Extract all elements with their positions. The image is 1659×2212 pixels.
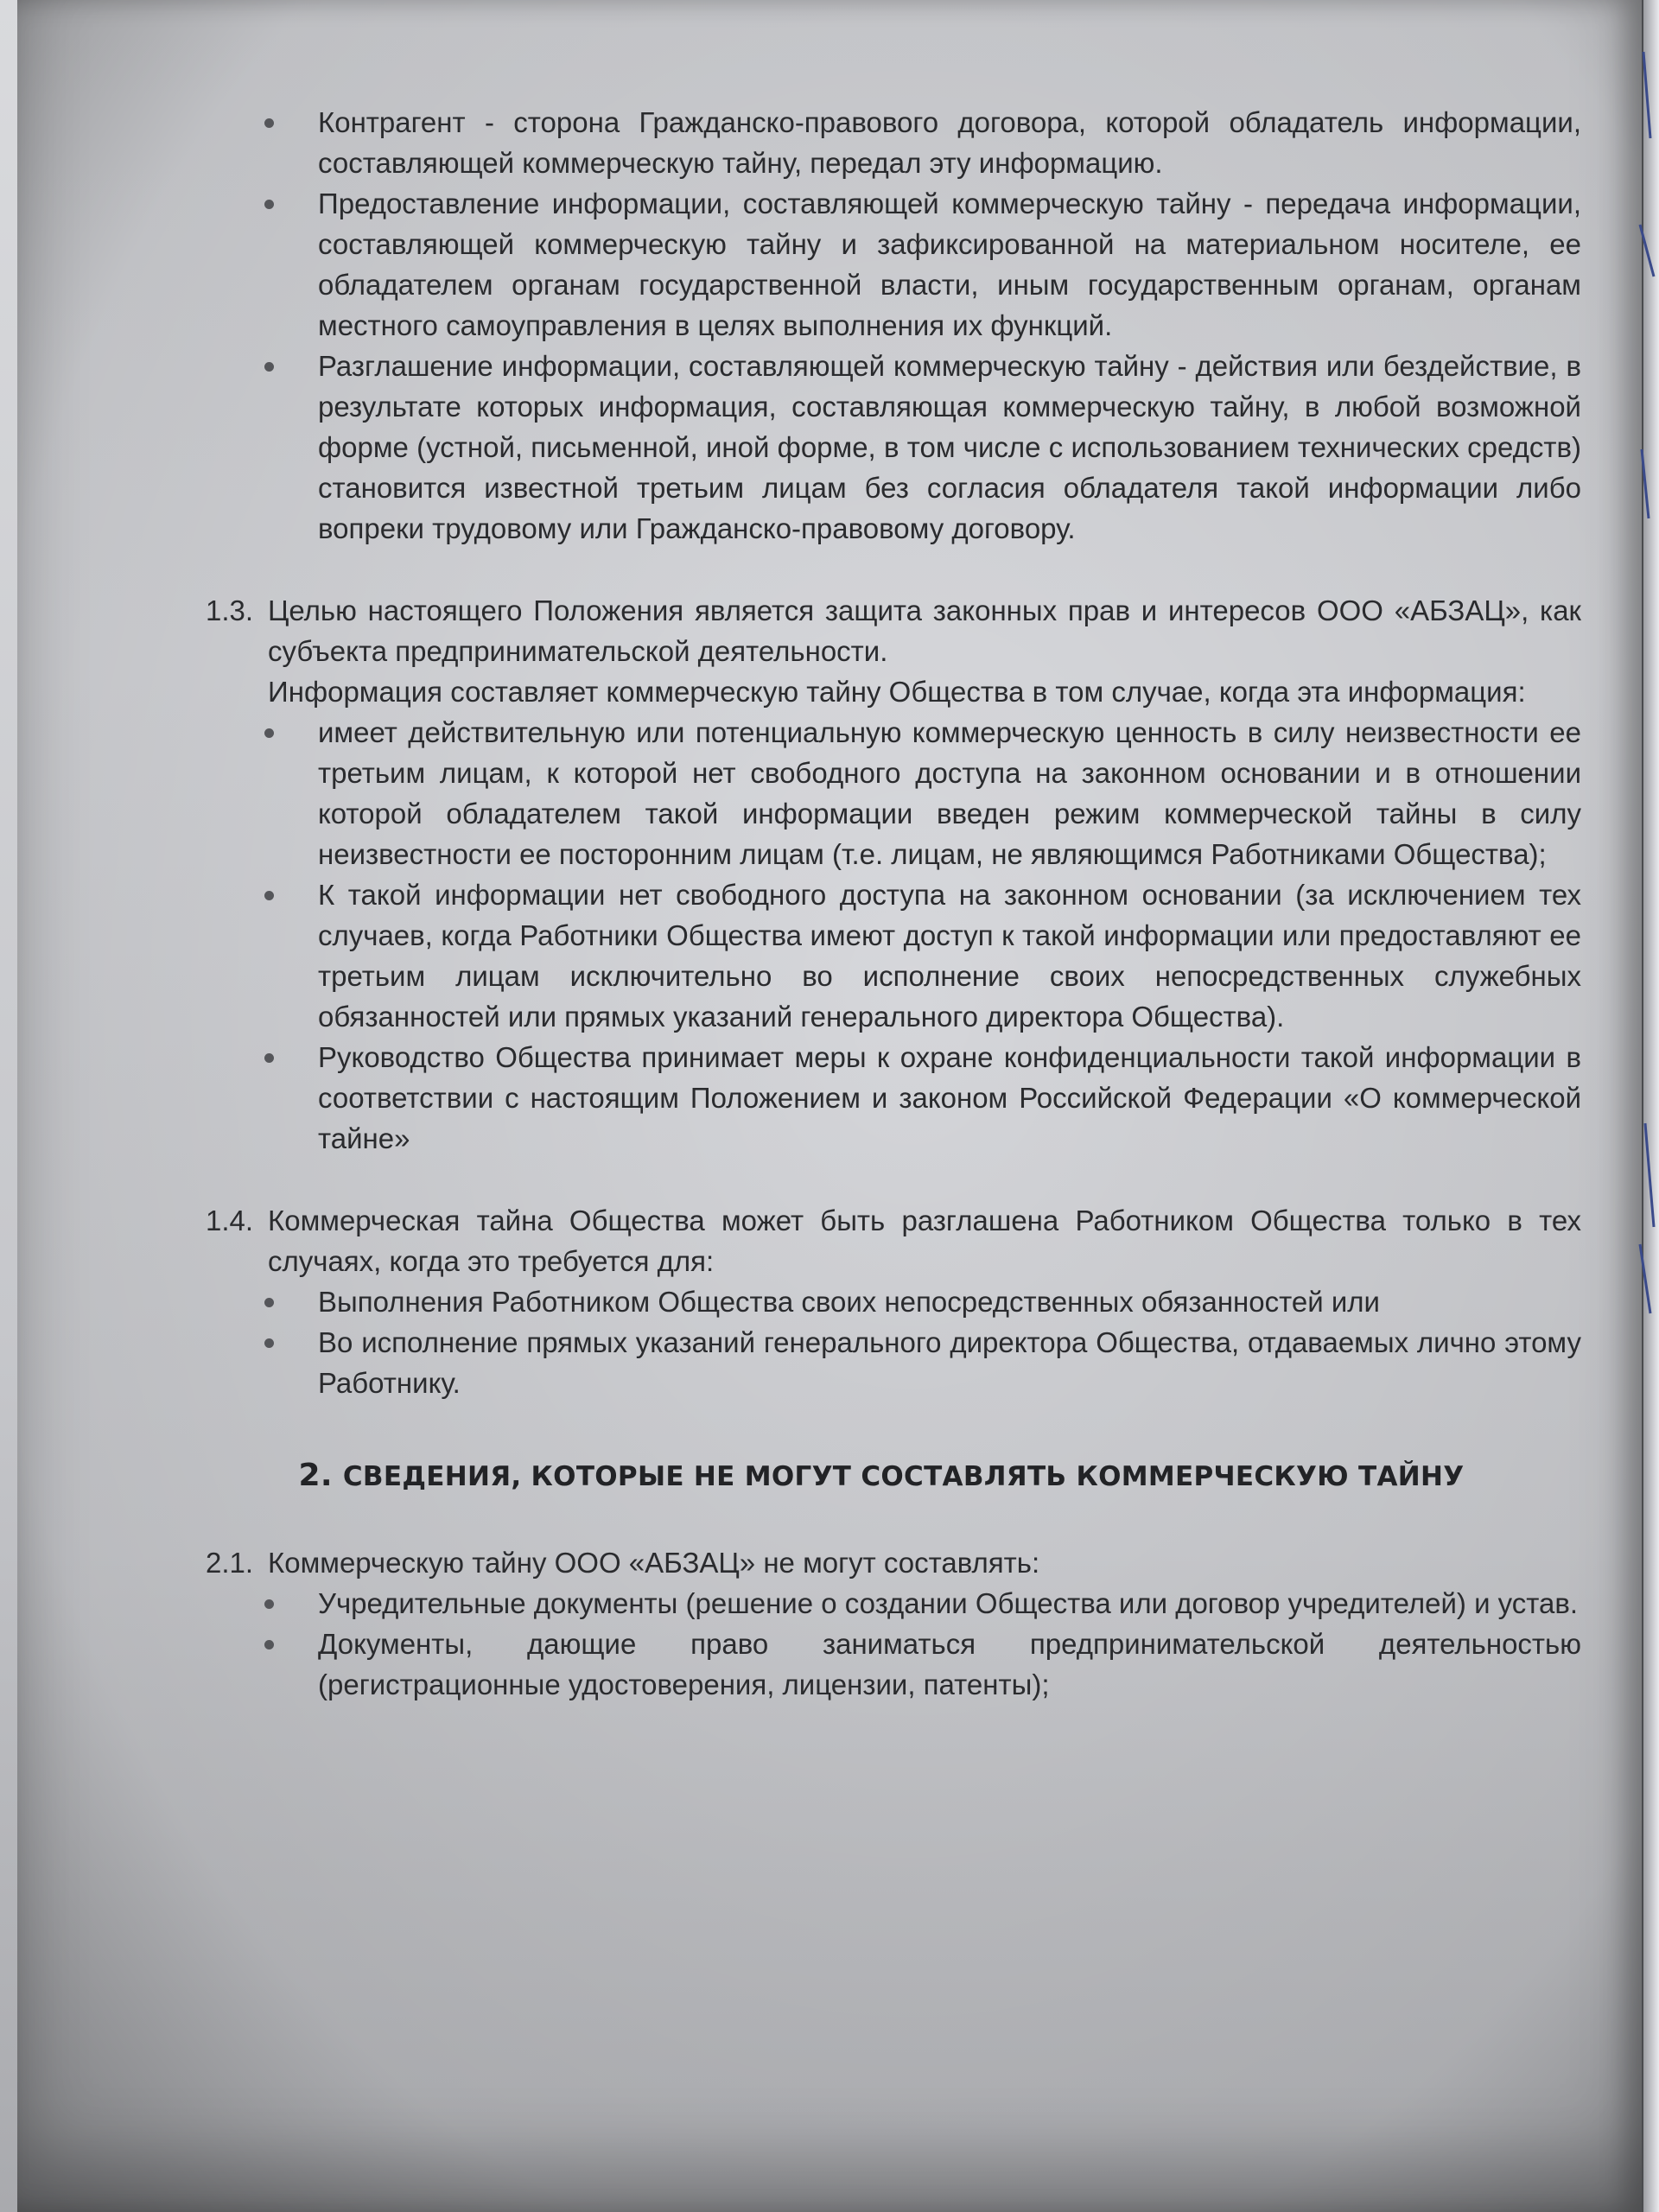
section-text-2: Информация составляет коммерческую тайну Общества в том случае, когда эта информация:: [268, 676, 1526, 708]
bullet-icon: [264, 1298, 274, 1307]
list-item: Руководство Общества принимает меры к охране конфиденциальности такой информации в соответствии с настоящим Положением и законом Российской Федерации «О коммерческой тайне»: [181, 1037, 1581, 1159]
section-number: 2.1.: [206, 1547, 254, 1579]
section-text: Коммерческая тайна Общества может быть разглашена Работником Общества только в тех случаях, когда это требуется для:: [268, 1205, 1581, 1277]
section-2-1: [181, 1542, 1581, 1705]
bullet-icon: [264, 891, 274, 900]
section-1-4-bullets: [181, 1281, 1581, 1403]
list-item: Во исполнение прямых указаний генерального директора Общества, отдаваемых лично этому Работнику.: [181, 1322, 1581, 1403]
section-number: 1.3.: [206, 594, 254, 626]
section-text: Коммерческую тайну ООО «АБЗАЦ» не могут составлять:: [268, 1547, 1040, 1579]
list-item: К такой информации нет свободного доступа на законном основании (за исключением тех случаев, когда Работники Общества имеют доступ к такой информации или предоставляют ее третьим лицам исключительно во исполнение своих непосредственных служебных обязанностей или прямых указаний генерального директора Общества).: [181, 874, 1581, 1037]
list-item: Выполнения Работником Общества своих непосредственных обязанностей или: [181, 1281, 1581, 1322]
list-item: Контрагент - сторона Гражданско-правового договора, которой обладатель информации, составляющей коммерческую тайну, передал эту информацию.: [181, 102, 1581, 183]
section-number: 1.4.: [206, 1205, 254, 1236]
list-item: Разглашение информации, составляющей коммерческую тайну - действия или бездействие, в результате которых информация, составляющая коммерческую тайну, в любой возможной форме (устной, письменной, иной форме, в том числе с использованием технических средств) становится известной третьим лицам без согласия обладателя такой информации либо вопреки трудовому или Гражданско-правовому договору.: [181, 346, 1581, 549]
section-2-1-bullets: [181, 1583, 1581, 1705]
page-content: [181, 102, 1581, 1705]
list-item: Предоставление информации, составляющей коммерческую тайну - передача информации, составляющей коммерческую тайну и зафиксированной на материальном носителе, ее обладателем органам государственной власти, иным государственным органам, органам местного самоуправления в целях выполнения их функций.: [181, 183, 1581, 346]
section-1-3: [181, 590, 1581, 1159]
bullet-icon: [264, 728, 274, 738]
bullet-icon: [264, 1599, 274, 1609]
intro-bullet-list: [181, 102, 1581, 549]
bullet-icon: [264, 1053, 274, 1063]
list-item: Учредительные документы (решение о создании Общества или договор учредителей) и устав.: [181, 1583, 1581, 1624]
section-1-4: [181, 1200, 1581, 1403]
bullet-icon: [264, 1640, 274, 1649]
document-page: [17, 0, 1642, 2212]
section-1-3-bullets: [181, 712, 1581, 1159]
heading-title: СВЕДЕНИЯ, КОТОРЫЕ НЕ МОГУТ СОСТАВЛЯТЬ КОММЕРЧЕСКУЮ ТАЙНУ: [342, 1461, 1465, 1492]
bullet-icon: [264, 200, 274, 209]
pen-marks: [1624, 0, 1659, 2212]
section-text: Целью настоящего Положения является защита законных прав и интересов ООО «АБЗАЦ», как субъекта предпринимательской деятельности.: [268, 594, 1581, 667]
heading-number: 2.: [298, 1458, 333, 1493]
section-heading-2: [181, 1455, 1581, 1497]
bullet-icon: [264, 118, 274, 128]
bullet-icon: [264, 362, 274, 372]
bullet-icon: [264, 1338, 274, 1348]
list-item: Документы, дающие право заниматься предпринимательской деятельностью (регистрационные удостоверения, лицензии, патенты);: [181, 1624, 1581, 1705]
list-item: имеет действительную или потенциальную коммерческую ценность в силу неизвестности ее третьим лицам, к которой нет свободного доступа на законном основании и в отношении которой обладателем такой информации введен режим коммерческой тайны в силу неизвестности ее посторонним лицам (т.е. лицам, не являющимся Работниками Общества);: [181, 712, 1581, 874]
